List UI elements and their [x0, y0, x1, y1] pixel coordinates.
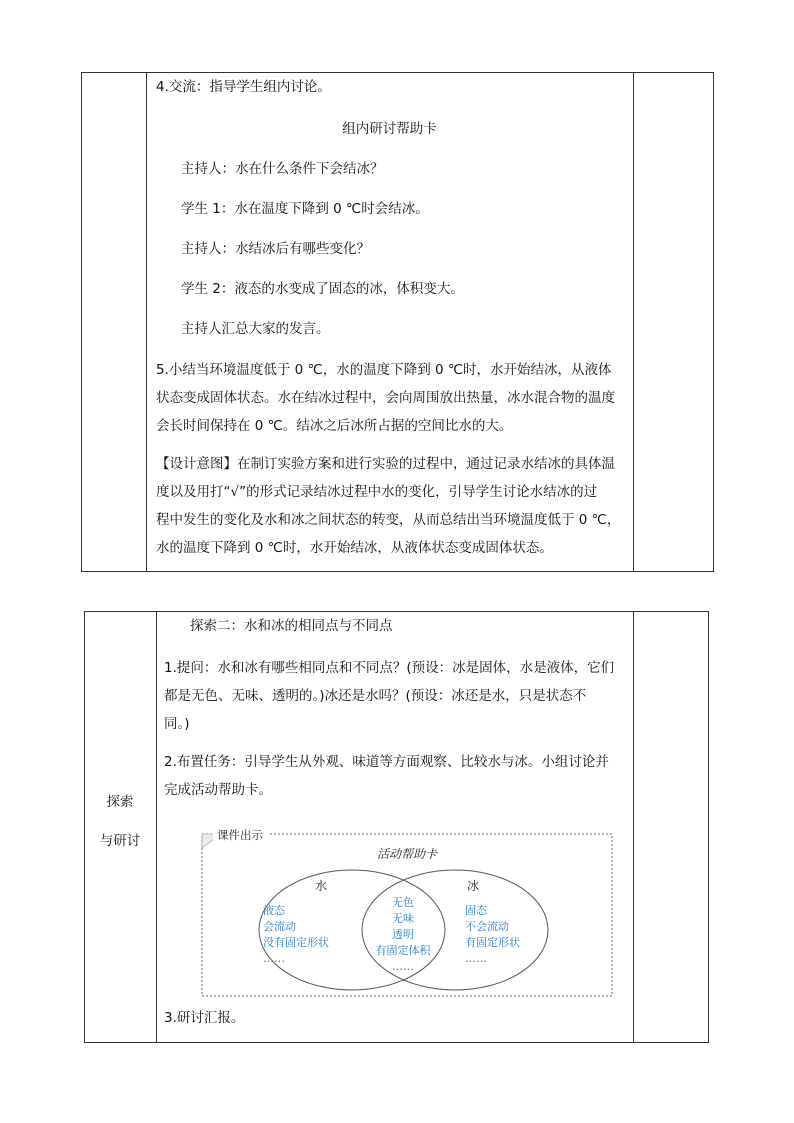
lesson-table-2 — [84, 611, 709, 1043]
ice-circle — [362, 870, 548, 990]
shared-trait: 透明 — [392, 928, 414, 941]
dialog-line-3: 主持人：水结冰后有哪些变化？ — [181, 241, 370, 257]
question-line: 同。) — [164, 716, 190, 732]
dialog-line-4: 学生 2：液态的水变成了固态的冰，体积变大。 — [181, 281, 464, 297]
design-intent-line: 【设计意图】在制订实验方案和进行实验的过程中，通过记录水结冰的具体温 — [156, 456, 615, 472]
design-intent-line: 水的温度下降到 0 ℃时，水开始结冰，从液体状态变成固体状态。 — [156, 540, 553, 556]
ice-trait: 有固定形状 — [465, 936, 520, 949]
venn-title: 活动帮助卡 — [376, 847, 438, 861]
side-label-discuss: 与研讨 — [99, 833, 141, 849]
lesson-table-1 — [81, 72, 714, 572]
design-intent-line: 程中发生的变化及水和冰之间状态的转变，从而总结出当环境温度低于 0 ℃， — [156, 512, 621, 528]
column-divider-right — [633, 612, 634, 1042]
water-trait: …… — [263, 952, 285, 965]
water-trait: 没有固定形状 — [263, 936, 329, 949]
shared-trait: 有固定体积 — [375, 944, 431, 957]
column-divider-right — [633, 73, 634, 571]
task-line: 完成活动帮助卡。 — [164, 782, 272, 798]
dialog-line-2: 学生 1：水在温度下降到 0 ℃时会结冰。 — [181, 201, 429, 217]
dialog-line-5: 主持人汇总大家的发言。 — [181, 321, 330, 337]
task-line: 2.布置任务：引导学生从外观、味道等方面观察、比较水与冰。小组讨论并 — [164, 754, 609, 770]
step-5-summary-line: 5.小结当环境温度低于 0 ℃，水的温度下降到 0 ℃时，水开始结冰，从液体 — [156, 362, 612, 378]
question-line: 都是无色、无味、透明的。)冰还是水吗？(预设：冰还是水，只是状态不 — [164, 688, 587, 704]
column-divider-left — [156, 612, 157, 1042]
design-intent-line: 度以及用打“√”的形式记录结冰过程中水的变化，引导学生讨论水结冰的过 — [156, 484, 598, 500]
question-line: 1.提问：水和冰有哪些相同点和不同点？(预设：冰是固体，水是液体，它们 — [164, 660, 615, 676]
shared-trait: 无味 — [392, 912, 414, 925]
water-label: 水 — [314, 879, 328, 893]
ice-label: 冰 — [466, 879, 480, 893]
venn-activity-card — [197, 822, 617, 1002]
shared-trait: …… — [392, 960, 414, 973]
step-3-report: 3.研讨汇报。 — [164, 1010, 245, 1026]
ice-trait: …… — [465, 952, 487, 965]
ice-trait: 固态 — [465, 904, 487, 917]
courseware-tag: 课件出示 — [217, 828, 263, 842]
discussion-card-title: 组内研讨帮助卡 — [342, 121, 437, 137]
water-trait: 液态 — [263, 904, 285, 917]
water-trait: 会流动 — [263, 920, 296, 933]
section-heading: 探索二：水和冰的相同点与不同点 — [190, 618, 393, 634]
column-divider-left — [146, 73, 147, 571]
ice-trait: 不会流动 — [465, 920, 509, 933]
side-label-explore: 探索 — [106, 794, 134, 810]
step-5-summary-line: 状态变成固体状态。水在结冰过程中，会向周围放出热量，冰水混合物的温度 — [156, 390, 615, 406]
shared-trait: 无色 — [392, 896, 414, 909]
step-4-exchange: 4.交流：指导学生组内讨论。 — [156, 79, 331, 95]
dialog-line-1: 主持人：水在什么条件下会结冰？ — [181, 161, 384, 177]
step-5-summary-line: 会长时间保持在 0 ℃。结冰之后冰所占据的空间比水的大。 — [156, 418, 513, 434]
